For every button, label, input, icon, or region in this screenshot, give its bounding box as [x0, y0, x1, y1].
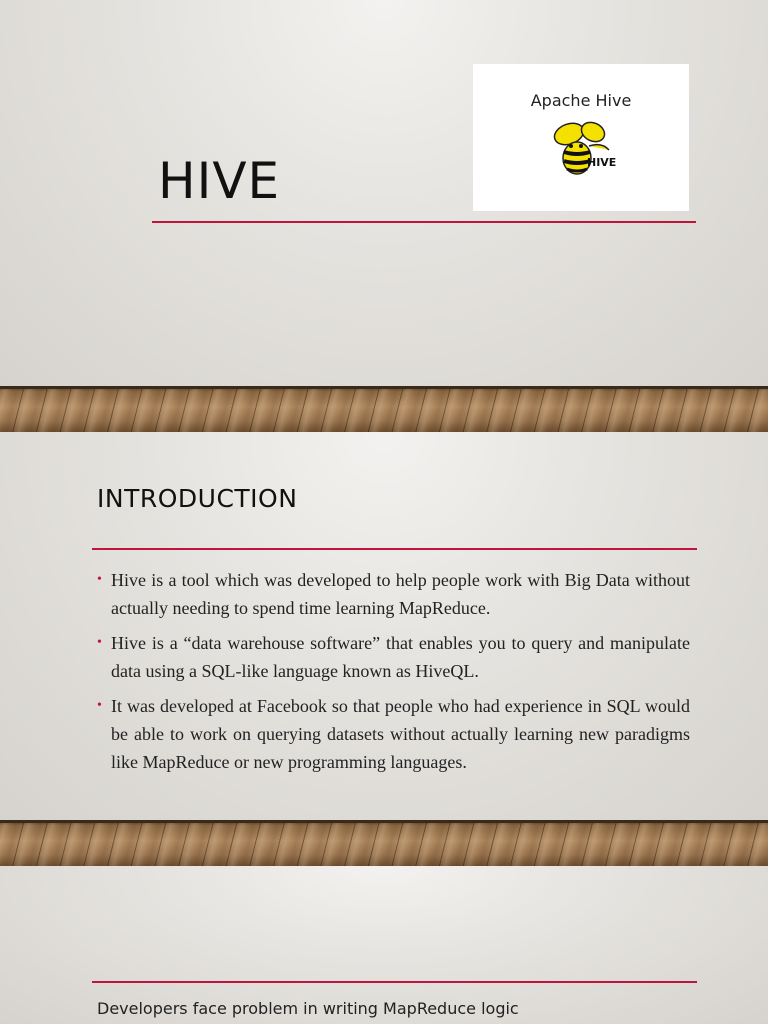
bee-hive-text: HIVE — [587, 156, 617, 169]
wood-floor-divider — [0, 386, 768, 432]
slide-heading: INTRODUCTION — [97, 484, 298, 513]
title-underline — [152, 221, 696, 223]
apache-hive-logo — [473, 64, 689, 211]
bee-logo-icon — [547, 116, 617, 186]
list-item — [97, 566, 690, 622]
list-item — [97, 692, 690, 776]
logo-caption: Apache Hive — [530, 91, 632, 110]
bullet-text: Hive is a tool which was developed to help people work with Big Data without actually needing to spend time learning MapReduce. — [111, 570, 690, 618]
bullet-text: Hive is a “data warehouse software” that enables you to query and manipulate data using a SQL-like language known as HiveQL. — [111, 633, 690, 681]
slide-title: HIVE — [158, 152, 281, 210]
bullet-list — [97, 566, 690, 783]
slide-3-rule — [92, 981, 697, 983]
slide-3-text: Developers face problem in writing MapReduce logic — [97, 999, 519, 1018]
bullet-text: It was developed at Facebook so that people who had experience in SQL would be able to work on querying datasets without actually learning new paradigms like MapReduce or new programming languages. — [111, 696, 690, 772]
bullet-icon: • — [97, 635, 102, 650]
heading-underline — [92, 548, 697, 550]
list-item — [97, 629, 690, 685]
bullet-icon: • — [97, 698, 102, 713]
bullet-icon: • — [97, 572, 102, 587]
wood-floor-divider — [0, 820, 768, 866]
slide-1 — [0, 0, 768, 386]
